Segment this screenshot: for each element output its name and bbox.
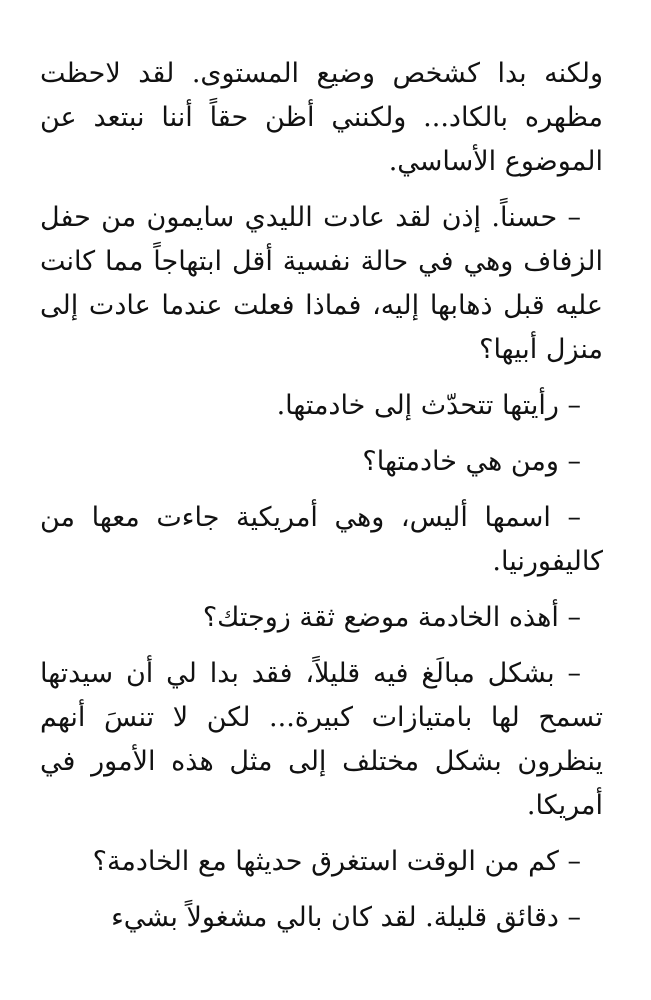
dialog-paragraph: – اسمها أليس، وهي أمريكية جاءت معها من كاليفورنيا. <box>40 502 603 577</box>
dialog-paragraph: – ومن هي خادمتها؟ <box>362 446 581 477</box>
dialog-paragraph: – رأيتها تتحدّث إلى خادمتها. <box>276 390 581 421</box>
dialog-paragraph: – دقائق قليلة. لقد كان بالي مشغولاً بشيء <box>111 902 581 933</box>
dialog-paragraph: – حسناً. إذن لقد عادت الليدي سايمون من حفل الزفاف وهي في حالة نفسية أقل ابتهاجاً مما كانت عليه قبل ذهابها إليه، فماذا فعلت عندما عادت إلى منزل أبيها؟ <box>40 202 603 365</box>
dialog-paragraph: – بشكل مبالَغ فيه قليلاً، فقد بدا لي أن سيدتها تسمح لها بامتيازات كبيرة... لكن لا تنسَ أنهم ينظرون بشكل مختلف إلى مثل هذه الأمور في أمريكا. <box>40 658 603 821</box>
dialog-paragraph: – أهذه الخادمة موضع ثقة زوجتك؟ <box>202 602 581 633</box>
dialog-paragraph: – كم من الوقت استغرق حديثها مع الخادمة؟ <box>92 846 581 877</box>
paragraph-continuation: ولكنه بدا كشخص وضيع المستوى. لقد لاحظت مظهره بالكاد... ولكنني أظن حقاً أننا نبتعد عن الموضوع الأساسي. <box>40 58 603 177</box>
